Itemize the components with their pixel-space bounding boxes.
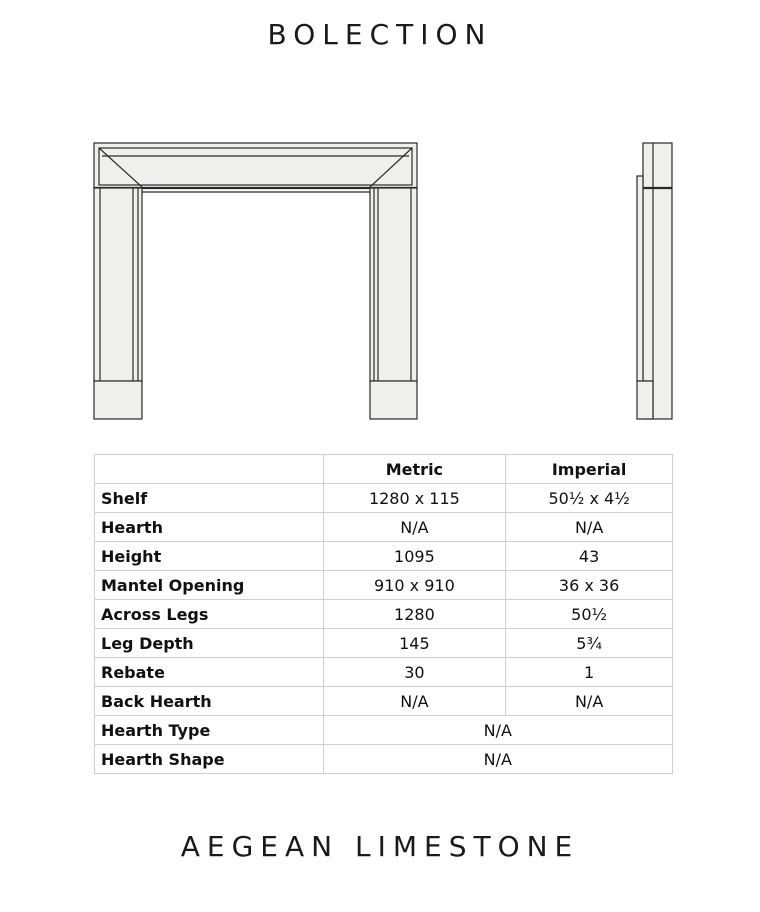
fireplace-drawing: [0, 0, 760, 440]
merged-value: N/A: [323, 716, 672, 745]
table-row: [95, 629, 673, 658]
table-row: [95, 745, 673, 774]
row-label: Shelf: [95, 484, 324, 513]
metric-value: N/A: [323, 687, 506, 716]
metric-value: 30: [323, 658, 506, 687]
metric-value: 145: [323, 629, 506, 658]
side-elevation: [637, 143, 672, 419]
imperial-value: N/A: [506, 513, 673, 542]
column-header-imperial: Imperial: [506, 455, 673, 484]
imperial-value: 50½: [506, 600, 673, 629]
row-label: Hearth: [95, 513, 324, 542]
imperial-value: 36 x 36: [506, 571, 673, 600]
imperial-value: 5¾: [506, 629, 673, 658]
page-title: BOLECTION: [267, 18, 493, 51]
table-row: [95, 542, 673, 571]
table-row: [95, 658, 673, 687]
table-row: [95, 513, 673, 542]
table-header-row: [95, 455, 673, 484]
row-label: Hearth Shape: [95, 745, 324, 774]
metric-value: N/A: [323, 513, 506, 542]
imperial-value: 50½ x 4½: [506, 484, 673, 513]
table-row: [95, 571, 673, 600]
merged-value: N/A: [323, 745, 672, 774]
row-label: Hearth Type: [95, 716, 324, 745]
row-label: Across Legs: [95, 600, 324, 629]
row-label: Height: [95, 542, 324, 571]
specification-table: [94, 454, 673, 774]
column-header-metric: Metric: [323, 455, 506, 484]
column-header-blank: [95, 455, 324, 484]
imperial-value: 43: [506, 542, 673, 571]
front-elevation: [94, 143, 417, 419]
table-row: [95, 484, 673, 513]
metric-value: 1280 x 115: [323, 484, 506, 513]
row-label: Mantel Opening: [95, 571, 324, 600]
metric-value: 910 x 910: [323, 571, 506, 600]
row-label: Leg Depth: [95, 629, 324, 658]
imperial-value: 1: [506, 658, 673, 687]
table-row: [95, 687, 673, 716]
imperial-value: N/A: [506, 687, 673, 716]
row-label: Rebate: [95, 658, 324, 687]
metric-value: 1280: [323, 600, 506, 629]
material-name: AEGEAN LIMESTONE: [180, 830, 580, 863]
row-label: Back Hearth: [95, 687, 324, 716]
table-row: [95, 600, 673, 629]
metric-value: 1095: [323, 542, 506, 571]
table-row: [95, 716, 673, 745]
